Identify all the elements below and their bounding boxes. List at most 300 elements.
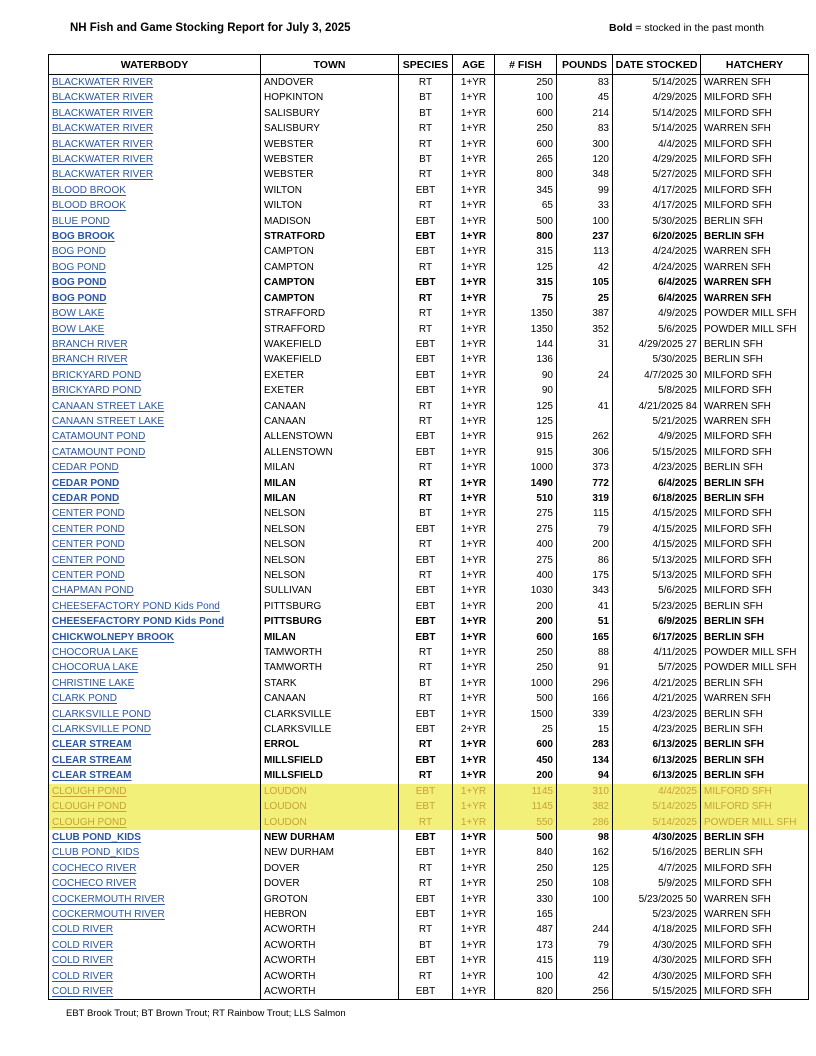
cell-pounds: 310 [557,784,613,799]
cell-waterbody[interactable]: CLOUGH POND [49,815,261,830]
cell-town: SALISBURY [261,121,399,136]
cell-waterbody[interactable]: BLUE POND [49,214,261,229]
cell-waterbody[interactable]: COCHECO RIVER [49,876,261,891]
cell-pounds: 319 [557,491,613,506]
cell-hatchery: MILFORD SFH [701,799,809,814]
cell-age: 1+YR [453,506,495,521]
cell-pounds: 15 [557,722,613,737]
cell-fish-count: 250 [495,861,557,876]
cell-date-stocked: 4/9/2025 [613,306,701,321]
cell-age: 1+YR [453,830,495,845]
cell-age: 1+YR [453,645,495,660]
cell-waterbody[interactable]: CLEAR STREAM [49,768,261,783]
cell-date-stocked: 4/29/2025 [613,90,701,105]
cell-date-stocked: 5/30/2025 [613,214,701,229]
cell-age: 1+YR [453,599,495,614]
cell-date-stocked: 4/17/2025 [613,183,701,198]
cell-species: EBT [399,352,453,367]
cell-pounds: 94 [557,768,613,783]
cell-species: RT [399,737,453,752]
table-row [49,707,809,722]
cell-waterbody[interactable]: CLUB POND_KIDS [49,845,261,860]
table-row [49,322,809,337]
cell-species: RT [399,399,453,414]
cell-age: 1+YR [453,445,495,460]
cell-fish-count: 144 [495,337,557,352]
cell-town: CANAAN [261,399,399,414]
cell-species: BT [399,938,453,953]
cell-waterbody[interactable]: CEDAR POND [49,491,261,506]
cell-waterbody[interactable]: BOG POND [49,291,261,306]
cell-hatchery: POWDER MILL SFH [701,306,809,321]
cell-date-stocked: 4/7/2025 30 [613,368,701,383]
cell-date-stocked: 6/4/2025 [613,291,701,306]
cell-fish-count: 1030 [495,583,557,598]
cell-pounds: 98 [557,830,613,845]
cell-fish-count: 1000 [495,676,557,691]
cell-fish-count: 1350 [495,322,557,337]
cell-hatchery: MILFORD SFH [701,861,809,876]
cell-fish-count: 600 [495,630,557,645]
cell-fish-count: 275 [495,553,557,568]
cell-waterbody[interactable]: CLOUGH POND [49,799,261,814]
cell-age: 1+YR [453,414,495,429]
cell-hatchery: BERLIN SFH [701,630,809,645]
cell-hatchery: BERLIN SFH [701,352,809,367]
cell-waterbody[interactable]: BLACKWATER RIVER [49,137,261,152]
cell-waterbody[interactable]: BOW LAKE [49,306,261,321]
cell-town: NELSON [261,568,399,583]
cell-waterbody[interactable]: CLARK POND [49,691,261,706]
cell-species: BT [399,152,453,167]
table-row [49,368,809,383]
cell-waterbody[interactable]: COCKERMOUTH RIVER [49,892,261,907]
cell-species: RT [399,121,453,136]
cell-fish-count: 250 [495,121,557,136]
cell-fish-count: 250 [495,876,557,891]
cell-town: ACWORTH [261,969,399,984]
cell-hatchery: MILFORD SFH [701,568,809,583]
cell-waterbody[interactable]: BLACKWATER RIVER [49,121,261,136]
cell-date-stocked: 5/23/2025 50 [613,892,701,907]
cell-fish-count: 100 [495,90,557,105]
cell-date-stocked: 6/13/2025 [613,737,701,752]
cell-pounds: 175 [557,568,613,583]
cell-fish-count: 415 [495,953,557,968]
table-row [49,383,809,398]
cell-waterbody[interactable]: CHAPMAN POND [49,583,261,598]
cell-date-stocked: 5/6/2025 [613,322,701,337]
cell-waterbody[interactable]: BRANCH RIVER [49,352,261,367]
cell-fish-count: 800 [495,229,557,244]
column-header-fish: # FISH [495,55,557,75]
bold-legend-keyword: Bold [609,22,633,34]
cell-species: EBT [399,275,453,290]
cell-pounds: 286 [557,815,613,830]
cell-date-stocked: 4/4/2025 [613,137,701,152]
table-row [49,260,809,275]
cell-date-stocked: 4/30/2025 [613,938,701,953]
cell-hatchery: MILFORD SFH [701,537,809,552]
cell-waterbody[interactable]: CATAMOUNT POND [49,445,261,460]
cell-waterbody[interactable]: CANAAN STREET LAKE [49,399,261,414]
cell-pounds: 300 [557,137,613,152]
cell-hatchery: MILFORD SFH [701,198,809,213]
bold-legend-text: = stocked in the past month [632,22,764,34]
cell-town: STARK [261,676,399,691]
cell-waterbody[interactable]: CENTER POND [49,522,261,537]
cell-waterbody[interactable]: CLARKSVILLE POND [49,722,261,737]
table-row [49,198,809,213]
cell-fish-count: 265 [495,152,557,167]
page-title: NH Fish and Game Stocking Report for July 3, 2025 [70,22,351,34]
table-row [49,845,809,860]
cell-date-stocked: 5/13/2025 [613,553,701,568]
cell-town: LOUDON [261,799,399,814]
cell-town: HOPKINTON [261,90,399,105]
cell-waterbody[interactable]: COLD RIVER [49,984,261,1000]
table-row [49,768,809,783]
cell-hatchery: WARREN SFH [701,121,809,136]
cell-age: 1+YR [453,198,495,213]
cell-species: RT [399,815,453,830]
cell-age: 1+YR [453,907,495,922]
cell-waterbody[interactable]: CLARKSVILLE POND [49,707,261,722]
cell-age: 1+YR [453,707,495,722]
table-row [49,953,809,968]
cell-waterbody[interactable]: COLD RIVER [49,969,261,984]
cell-date-stocked: 5/9/2025 [613,876,701,891]
cell-town: WEBSTER [261,152,399,167]
cell-age: 1+YR [453,106,495,121]
cell-pounds: 79 [557,522,613,537]
cell-pounds: 83 [557,75,613,91]
cell-fish-count: 1145 [495,799,557,814]
cell-waterbody[interactable]: BOW LAKE [49,322,261,337]
cell-age: 1+YR [453,660,495,675]
cell-age: 1+YR [453,768,495,783]
cell-waterbody[interactable]: CEDAR POND [49,476,261,491]
table-row [49,137,809,152]
cell-town: NELSON [261,506,399,521]
cell-town: CAMPTON [261,260,399,275]
cell-waterbody[interactable]: CENTER POND [49,506,261,521]
cell-waterbody[interactable]: COLD RIVER [49,953,261,968]
cell-town: ANDOVER [261,75,399,91]
cell-date-stocked: 6/4/2025 [613,476,701,491]
cell-age: 1+YR [453,399,495,414]
cell-pounds [557,383,613,398]
cell-town: ACWORTH [261,922,399,937]
cell-pounds: 237 [557,229,613,244]
cell-species: EBT [399,984,453,1000]
table-row [49,414,809,429]
cell-age: 1+YR [453,491,495,506]
cell-hatchery: MILFORD SFH [701,137,809,152]
table-row [49,75,809,91]
cell-date-stocked: 4/24/2025 [613,244,701,259]
cell-age: 1+YR [453,784,495,799]
cell-waterbody[interactable]: COCHECO RIVER [49,861,261,876]
cell-fish-count: 500 [495,691,557,706]
cell-hatchery: BERLIN SFH [701,753,809,768]
cell-waterbody[interactable]: CHRISTINE LAKE [49,676,261,691]
cell-waterbody[interactable]: BOG POND [49,244,261,259]
cell-species: EBT [399,337,453,352]
table-row [49,121,809,136]
cell-species: RT [399,660,453,675]
column-header-hatchery: HATCHERY [701,55,809,75]
cell-waterbody[interactable]: BOG BROOK [49,229,261,244]
cell-species: EBT [399,183,453,198]
cell-fish-count: 250 [495,645,557,660]
column-header-pounds: POUNDS [557,55,613,75]
table-row [49,244,809,259]
cell-town: WILTON [261,198,399,213]
cell-hatchery: MILFORD SFH [701,167,809,182]
cell-fish-count: 487 [495,922,557,937]
cell-date-stocked: 4/21/2025 [613,691,701,706]
table-row [49,830,809,845]
cell-age: 1+YR [453,815,495,830]
cell-pounds: 115 [557,506,613,521]
cell-species: EBT [399,953,453,968]
cell-town: WEBSTER [261,167,399,182]
cell-species: RT [399,645,453,660]
cell-age: 1+YR [453,630,495,645]
cell-species: EBT [399,599,453,614]
cell-waterbody[interactable]: BLACKWATER RIVER [49,75,261,91]
cell-pounds: 25 [557,291,613,306]
cell-fish-count: 1490 [495,476,557,491]
cell-pounds: 262 [557,429,613,444]
cell-town: WILTON [261,183,399,198]
cell-waterbody[interactable]: CLUB POND_KIDS [49,830,261,845]
cell-hatchery: MILFORD SFH [701,953,809,968]
cell-waterbody[interactable]: BOG POND [49,260,261,275]
cell-fish-count: 600 [495,106,557,121]
cell-age: 1+YR [453,322,495,337]
cell-pounds: 134 [557,753,613,768]
cell-pounds: 166 [557,691,613,706]
table-row [49,676,809,691]
cell-pounds: 42 [557,260,613,275]
cell-date-stocked: 5/23/2025 [613,907,701,922]
cell-waterbody[interactable]: COLD RIVER [49,922,261,937]
cell-age: 1+YR [453,691,495,706]
cell-hatchery: BERLIN SFH [701,737,809,752]
cell-waterbody[interactable]: BRICKYARD POND [49,383,261,398]
cell-age: 1+YR [453,583,495,598]
cell-town: MILAN [261,630,399,645]
cell-hatchery: WARREN SFH [701,907,809,922]
cell-hatchery: MILFORD SFH [701,152,809,167]
cell-waterbody[interactable]: CLEAR STREAM [49,737,261,752]
cell-pounds: 119 [557,953,613,968]
cell-pounds [557,907,613,922]
cell-town: DOVER [261,876,399,891]
cell-waterbody[interactable]: BRANCH RIVER [49,337,261,352]
cell-age: 1+YR [453,429,495,444]
cell-date-stocked: 4/18/2025 [613,922,701,937]
cell-species: EBT [399,892,453,907]
table-row [49,645,809,660]
cell-date-stocked: 5/6/2025 [613,583,701,598]
cell-pounds: 162 [557,845,613,860]
cell-hatchery: MILFORD SFH [701,506,809,521]
cell-town: ACWORTH [261,984,399,1000]
cell-age: 1+YR [453,229,495,244]
cell-fish-count: 1500 [495,707,557,722]
cell-date-stocked: 4/4/2025 [613,784,701,799]
table-row [49,445,809,460]
cell-hatchery: BERLIN SFH [701,229,809,244]
cell-fish-count: 330 [495,892,557,907]
cell-waterbody[interactable]: BLACKWATER RIVER [49,90,261,105]
table-row [49,522,809,537]
cell-fish-count: 550 [495,815,557,830]
cell-waterbody[interactable]: CHOCORUA LAKE [49,660,261,675]
cell-pounds [557,414,613,429]
table-row [49,799,809,814]
cell-pounds: 214 [557,106,613,121]
cell-waterbody[interactable]: CENTER POND [49,568,261,583]
cell-town: EXETER [261,383,399,398]
cell-species: RT [399,768,453,783]
table-row [49,660,809,675]
cell-town: NELSON [261,522,399,537]
cell-species: EBT [399,753,453,768]
cell-town: MILAN [261,491,399,506]
cell-age: 1+YR [453,137,495,152]
table-row [49,876,809,891]
cell-waterbody[interactable]: BLOOD BROOK [49,198,261,213]
cell-town: CAMPTON [261,291,399,306]
cell-age: 1+YR [453,152,495,167]
cell-waterbody[interactable]: BLOOD BROOK [49,183,261,198]
cell-pounds: 283 [557,737,613,752]
cell-age: 1+YR [453,121,495,136]
cell-fish-count: 165 [495,907,557,922]
cell-species: EBT [399,845,453,860]
column-header-species: SPECIES [399,55,453,75]
cell-town: CLARKSVILLE [261,707,399,722]
cell-date-stocked: 5/21/2025 [613,414,701,429]
cell-date-stocked: 5/15/2025 [613,984,701,1000]
cell-age: 1+YR [453,352,495,367]
cell-pounds: 41 [557,599,613,614]
cell-pounds: 100 [557,892,613,907]
cell-species: EBT [399,429,453,444]
cell-species: EBT [399,522,453,537]
cell-town: MILLSFIELD [261,753,399,768]
cell-waterbody[interactable]: CENTER POND [49,553,261,568]
cell-town: STRAFFORD [261,322,399,337]
cell-waterbody[interactable]: CLEAR STREAM [49,753,261,768]
cell-date-stocked: 5/14/2025 [613,121,701,136]
cell-pounds: 343 [557,583,613,598]
cell-waterbody[interactable]: CHICKWOLNEPY BROOK [49,630,261,645]
cell-waterbody[interactable]: CHEESEFACTORY POND Kids Pond [49,599,261,614]
cell-town: MILLSFIELD [261,768,399,783]
cell-age: 1+YR [453,614,495,629]
cell-fish-count: 1000 [495,460,557,475]
cell-species: RT [399,969,453,984]
table-row [49,152,809,167]
cell-age: 1+YR [453,214,495,229]
cell-waterbody[interactable]: BRICKYARD POND [49,368,261,383]
cell-fish-count: 820 [495,984,557,1000]
table-row [49,630,809,645]
cell-age: 1+YR [453,861,495,876]
cell-date-stocked: 5/30/2025 [613,352,701,367]
cell-fish-count: 915 [495,445,557,460]
table-row [49,599,809,614]
cell-species: EBT [399,553,453,568]
cell-hatchery: MILFORD SFH [701,368,809,383]
cell-waterbody[interactable]: BLACKWATER RIVER [49,106,261,121]
cell-species: RT [399,691,453,706]
bold-legend [609,22,764,34]
table-row [49,476,809,491]
cell-town: NEW DURHAM [261,845,399,860]
cell-waterbody[interactable]: CHOCORUA LAKE [49,645,261,660]
cell-waterbody[interactable]: CANAAN STREET LAKE [49,414,261,429]
cell-pounds: 91 [557,660,613,675]
cell-waterbody[interactable]: CHEESEFACTORY POND Kids Pond [49,614,261,629]
cell-pounds: 296 [557,676,613,691]
cell-fish-count: 90 [495,383,557,398]
cell-waterbody[interactable]: CEDAR POND [49,460,261,475]
cell-date-stocked: 4/29/2025 27 [613,337,701,352]
cell-waterbody[interactable]: CLOUGH POND [49,784,261,799]
cell-waterbody[interactable]: BLACKWATER RIVER [49,167,261,182]
cell-waterbody[interactable]: COCKERMOUTH RIVER [49,907,261,922]
cell-date-stocked: 4/21/2025 84 [613,399,701,414]
cell-town: CAMPTON [261,244,399,259]
cell-pounds: 31 [557,337,613,352]
column-header-age: AGE [453,55,495,75]
cell-town: PITTSBURG [261,599,399,614]
cell-hatchery: MILFORD SFH [701,522,809,537]
table-row [49,537,809,552]
table-row [49,861,809,876]
cell-age: 1+YR [453,676,495,691]
cell-waterbody[interactable]: BOG POND [49,275,261,290]
table-row [49,491,809,506]
cell-age: 1+YR [453,568,495,583]
cell-hatchery: BERLIN SFH [701,491,809,506]
cell-waterbody[interactable]: CENTER POND [49,537,261,552]
cell-hatchery: BERLIN SFH [701,476,809,491]
cell-species: RT [399,491,453,506]
cell-date-stocked: 4/23/2025 [613,460,701,475]
cell-date-stocked: 5/14/2025 [613,799,701,814]
cell-town: ALLENSTOWN [261,445,399,460]
cell-waterbody[interactable]: BLACKWATER RIVER [49,152,261,167]
table-row [49,167,809,182]
cell-fish-count: 345 [495,183,557,198]
cell-town: WEBSTER [261,137,399,152]
cell-waterbody[interactable]: COLD RIVER [49,938,261,953]
cell-hatchery: POWDER MILL SFH [701,660,809,675]
cell-species: RT [399,460,453,475]
cell-age: 1+YR [453,522,495,537]
cell-town: TAMWORTH [261,645,399,660]
cell-hatchery: BERLIN SFH [701,768,809,783]
table-row [49,892,809,907]
cell-waterbody[interactable]: CATAMOUNT POND [49,429,261,444]
